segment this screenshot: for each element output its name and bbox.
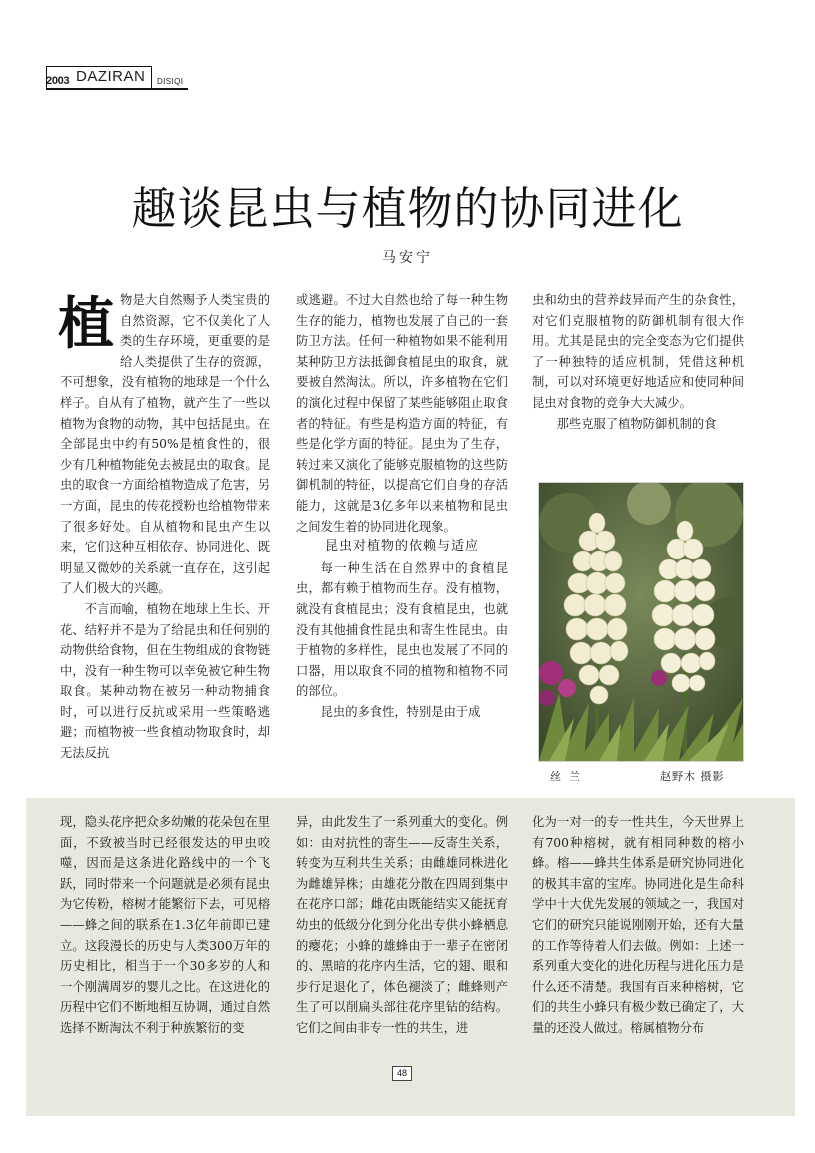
col1-para-2: 不言而喻，植物在地球上生长、开花、结籽并不是为了给昆虫和任何别的动物供给食物，但在生物组成的食物链中，没有一种生物可以幸免被它种生物取食。某种动物在被另一种动物捕食时，可以进行反抗或采用一些策略逃避；而植物被一些食植动物取食时，却无法反抗 (60, 601, 270, 761)
column-1 (60, 290, 270, 764)
page-number: 48 (392, 1066, 412, 1081)
band-col3-text: 化为一对一的专一性共生，今天世界上有700种榕树，就有相同种数的榕小蜂。榕——蜂共生体系是研究协同进化的极其丰富的宝库。协同进化是生命科学中十大优先发展的领域之一，我国对它们的研究只能说刚刚开始，还有大量的工作等待着人们去做。例如：上述一系列重大变化的进化历程与进化压力是什么还不清楚。我国有百来种榕树，它们的共生小蜂只有极少数已确定了，大量的还没人做过。榕属植物分布 (532, 815, 744, 1035)
header-rule (46, 88, 188, 90)
header-journal-name: DAZIRAN (76, 68, 146, 85)
col2-para-3: 昆虫的多食性，特别是由于成 (320, 704, 481, 719)
article-author: 马安宁 (382, 250, 433, 266)
col2-para-1: 或逃避。不过大自然也给了每一种生物生存的能力，植物也发展了自己的一套防卫方法。任何一种植物如果不能利用某种防卫方法抵御食植昆虫的取食，就要被自然淘汰。所以，许多植物在它们的演化过程中保留了某些能够阻止取食者的特征。有些是构造方面的特征，有些是化学方面的特征。昆虫为了生存，转过来又演化了能够克服植物的这些防御机制的特征，以提高它们自身的存活能力，这就是3亿多年以来植物和昆虫之间发生着的协同进化现象。 (296, 293, 508, 534)
caption-credit: 赵野木 摄影 (660, 770, 725, 783)
article-title: 趣谈昆虫与植物的协同进化 (131, 182, 684, 236)
caption-name: 丝兰 (550, 770, 588, 783)
column-3 (532, 290, 744, 434)
yucca-photo (538, 482, 744, 762)
col1-para-1 (60, 290, 270, 599)
section-heading: 昆虫对植物的依赖与适应 (324, 539, 479, 555)
band-column-1 (60, 812, 270, 1039)
col1-para-1-text: 物是大自然赐予人类宝贵的自然资源，它不仅美化了人类的生存环境，更重要的是给人类提供了生存的资源，不可想象，没有植物的地球是一个什么样子。自从有了植物，就产生了一些以植物为食物的动物，其中包括昆虫。在全部昆虫中约有50%是植食性的，很少有几种植物能免去被昆虫的取食。昆虫的取食一方面给植物造成了危害，另一方面，昆虫的传花授粉也给植物带来了很多好处。自从植物和昆虫产生以来，它们这种互相依存、协同进化、既明显又微妙的关系就一直存在，这引起了人们极大的兴趣。 (60, 293, 270, 596)
col3-para-2: 那些克服了植物防御机制的食 (556, 416, 717, 431)
column-2 (296, 290, 508, 722)
header-year: 2003 (46, 75, 70, 87)
header-subtitle: DISIQI (157, 77, 184, 86)
drop-cap: 植 (58, 291, 114, 357)
col2-para-2: 每一种生活在自然界中的食植昆虫，都有赖于植物而生存。没有植物，就没有食植昆虫；没有食植昆虫，也就没有其他捕食性昆虫和寄生性昆虫。由于植物的多样性，昆虫也发展了不同的口器，用以取食不同的植物和植物不同的部位。 (296, 560, 508, 699)
journal-header (46, 68, 196, 94)
yucca-illustration (539, 483, 743, 761)
band-col1-text: 现，隐头花序把众多幼嫩的花朵包在里面，不致被当时已经很发达的甲虫咬噬，因而是这条进化路线中的一个飞跃，同时带来一个问题就是必须有昆虫为它传粉，榕树才能繁衍下去，可见榕——蜂之间的联系在1.3亿年前即已建立。这段漫长的历史与人类300万年的历史相比，相当于一个30多岁的人和一个刚满周岁的婴儿之比。在这进化的历程中它们不断地相互协调，通过自然选择不断淘汰不利于种族繁衍的变 (60, 815, 270, 1035)
band-col2-text: 异，由此发生了一系列重大的变化。例如：由对抗性的寄生——反寄生关系，转变为互利共生关系；由雌雄同株进化为雌雄异株；由雄花分散在四周到集中在花序口部；雌花由既能结实又能抚育幼虫的低级分化到分化出专供小蜂栖息的瘿花；小蜂的雄蜂由于一辈子在密闭的、黑暗的花序内生活，它的翅、眼和步行足退化了，体色褪淡了；雌蜂则产生了可以削扁头部往花序里钻的结构。它们之间由非专一性的共生，进 (296, 815, 508, 1035)
band-column-3 (532, 812, 744, 1039)
band-column-2 (296, 812, 508, 1039)
col3-para-1: 虫和幼虫的营养歧异而产生的杂食性，对它们克服植物的防御机制有很大作用。尤其是昆虫的完全变态为它们提供了一种独特的适应机制，凭借这种机制，可以对环境更好地适应和使同种间昆虫对食物的竞争大大减少。 (532, 293, 744, 410)
